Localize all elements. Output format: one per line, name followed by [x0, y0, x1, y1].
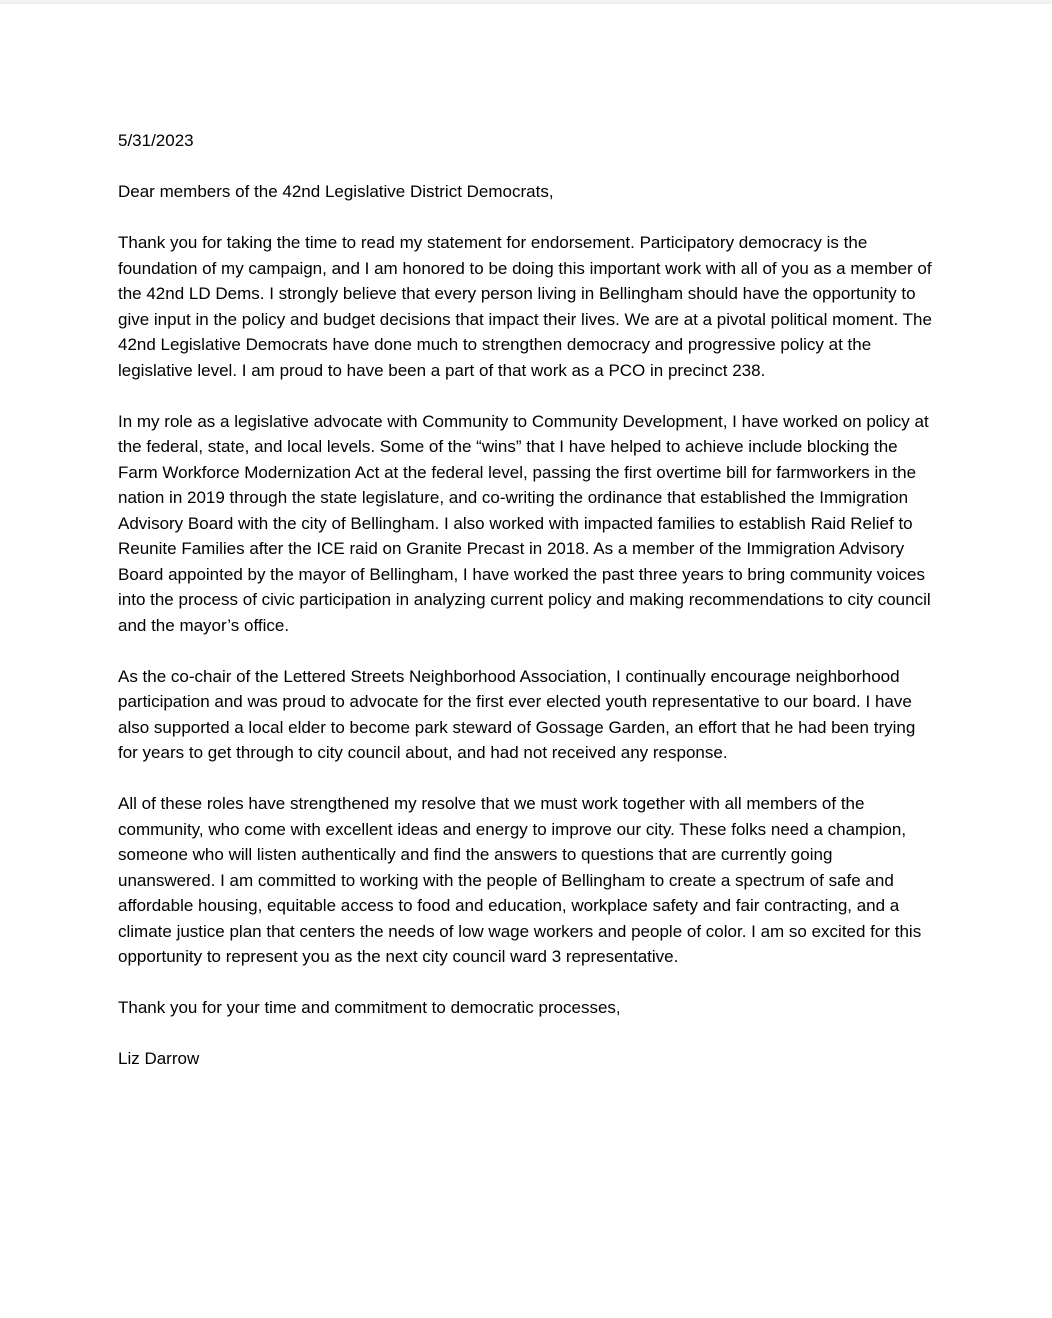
- salutation: Dear members of the 42nd Legislative District Democrats,: [118, 182, 554, 201]
- paragraph-neighborhood-association: As the co-chair of the Lettered Streets Neighborhood Association, I continually encourage neighborhood participation and was proud to advocate for the first ever elected youth representative to our board. I have also supported a local elder to become park steward of Gossage Garden, an effort that he had been trying for years to get through to city council about, and had not received any response.: [118, 666, 916, 762]
- date-line: 5/31/2023: [118, 131, 194, 150]
- paragraph-advocacy-record: In my role as a legislative advocate with Community to Community Development, I have worked on policy at the federal, state, and local levels. Some of the “wins” that I have helped to achieve include blocking the Farm Workforce Modernization Act at the federal level, passing the first overtime bill for farmworkers in the nation in 2019 through the state legislature, and co-writing the ordinance that established the Immigration Advisory Board with the city of Bellingham. I also worked with impacted families to establish Raid Relief to Reunite Families after the ICE raid on Granite Precast in 2018. As a member of the Immigration Advisory Board appointed by the mayor of Bellingham, I have worked the past three years to bring community voices into the process of civic participation in analyzing current policy and making recommendations to city council and the mayor’s office.: [118, 411, 931, 635]
- letter-body: [118, 128, 932, 1072]
- closing-line: Thank you for your time and commitment to democratic processes,: [118, 998, 621, 1017]
- paragraph-endorsement-intro: Thank you for taking the time to read my statement for endorsement. Participatory democracy is the foundation of my campaign, and I am honored to be doing this important work with all of you as a member of the 42nd LD Dems. I strongly believe that every person living in Bellingham should have the opportunity to give input in the policy and budget decisions that impact their lives. We are at a pivotal political moment. The 42nd Legislative Democrats have done much to strengthen democracy and progressive policy at the legislative level. I am proud to have been a part of that work as a PCO in precinct 238.: [118, 233, 932, 380]
- letter-page: [0, 4, 1052, 1152]
- paragraph-campaign-vision: All of these roles have strengthened my resolve that we must work together with all members of the community, who come with excellent ideas and energy to improve our city. These folks need a champion, someone who will listen authentically and find the answers to questions that are currently going unanswered. I am committed to working with the people of Bellingham to create a spectrum of safe and affordable housing, equitable access to food and education, workplace safety and fair contracting, and a climate justice plan that centers the needs of low wage workers and people of color. I am so excited for this opportunity to represent you as the next city council ward 3 representative.: [118, 794, 922, 966]
- signature: Liz Darrow: [118, 1049, 200, 1068]
